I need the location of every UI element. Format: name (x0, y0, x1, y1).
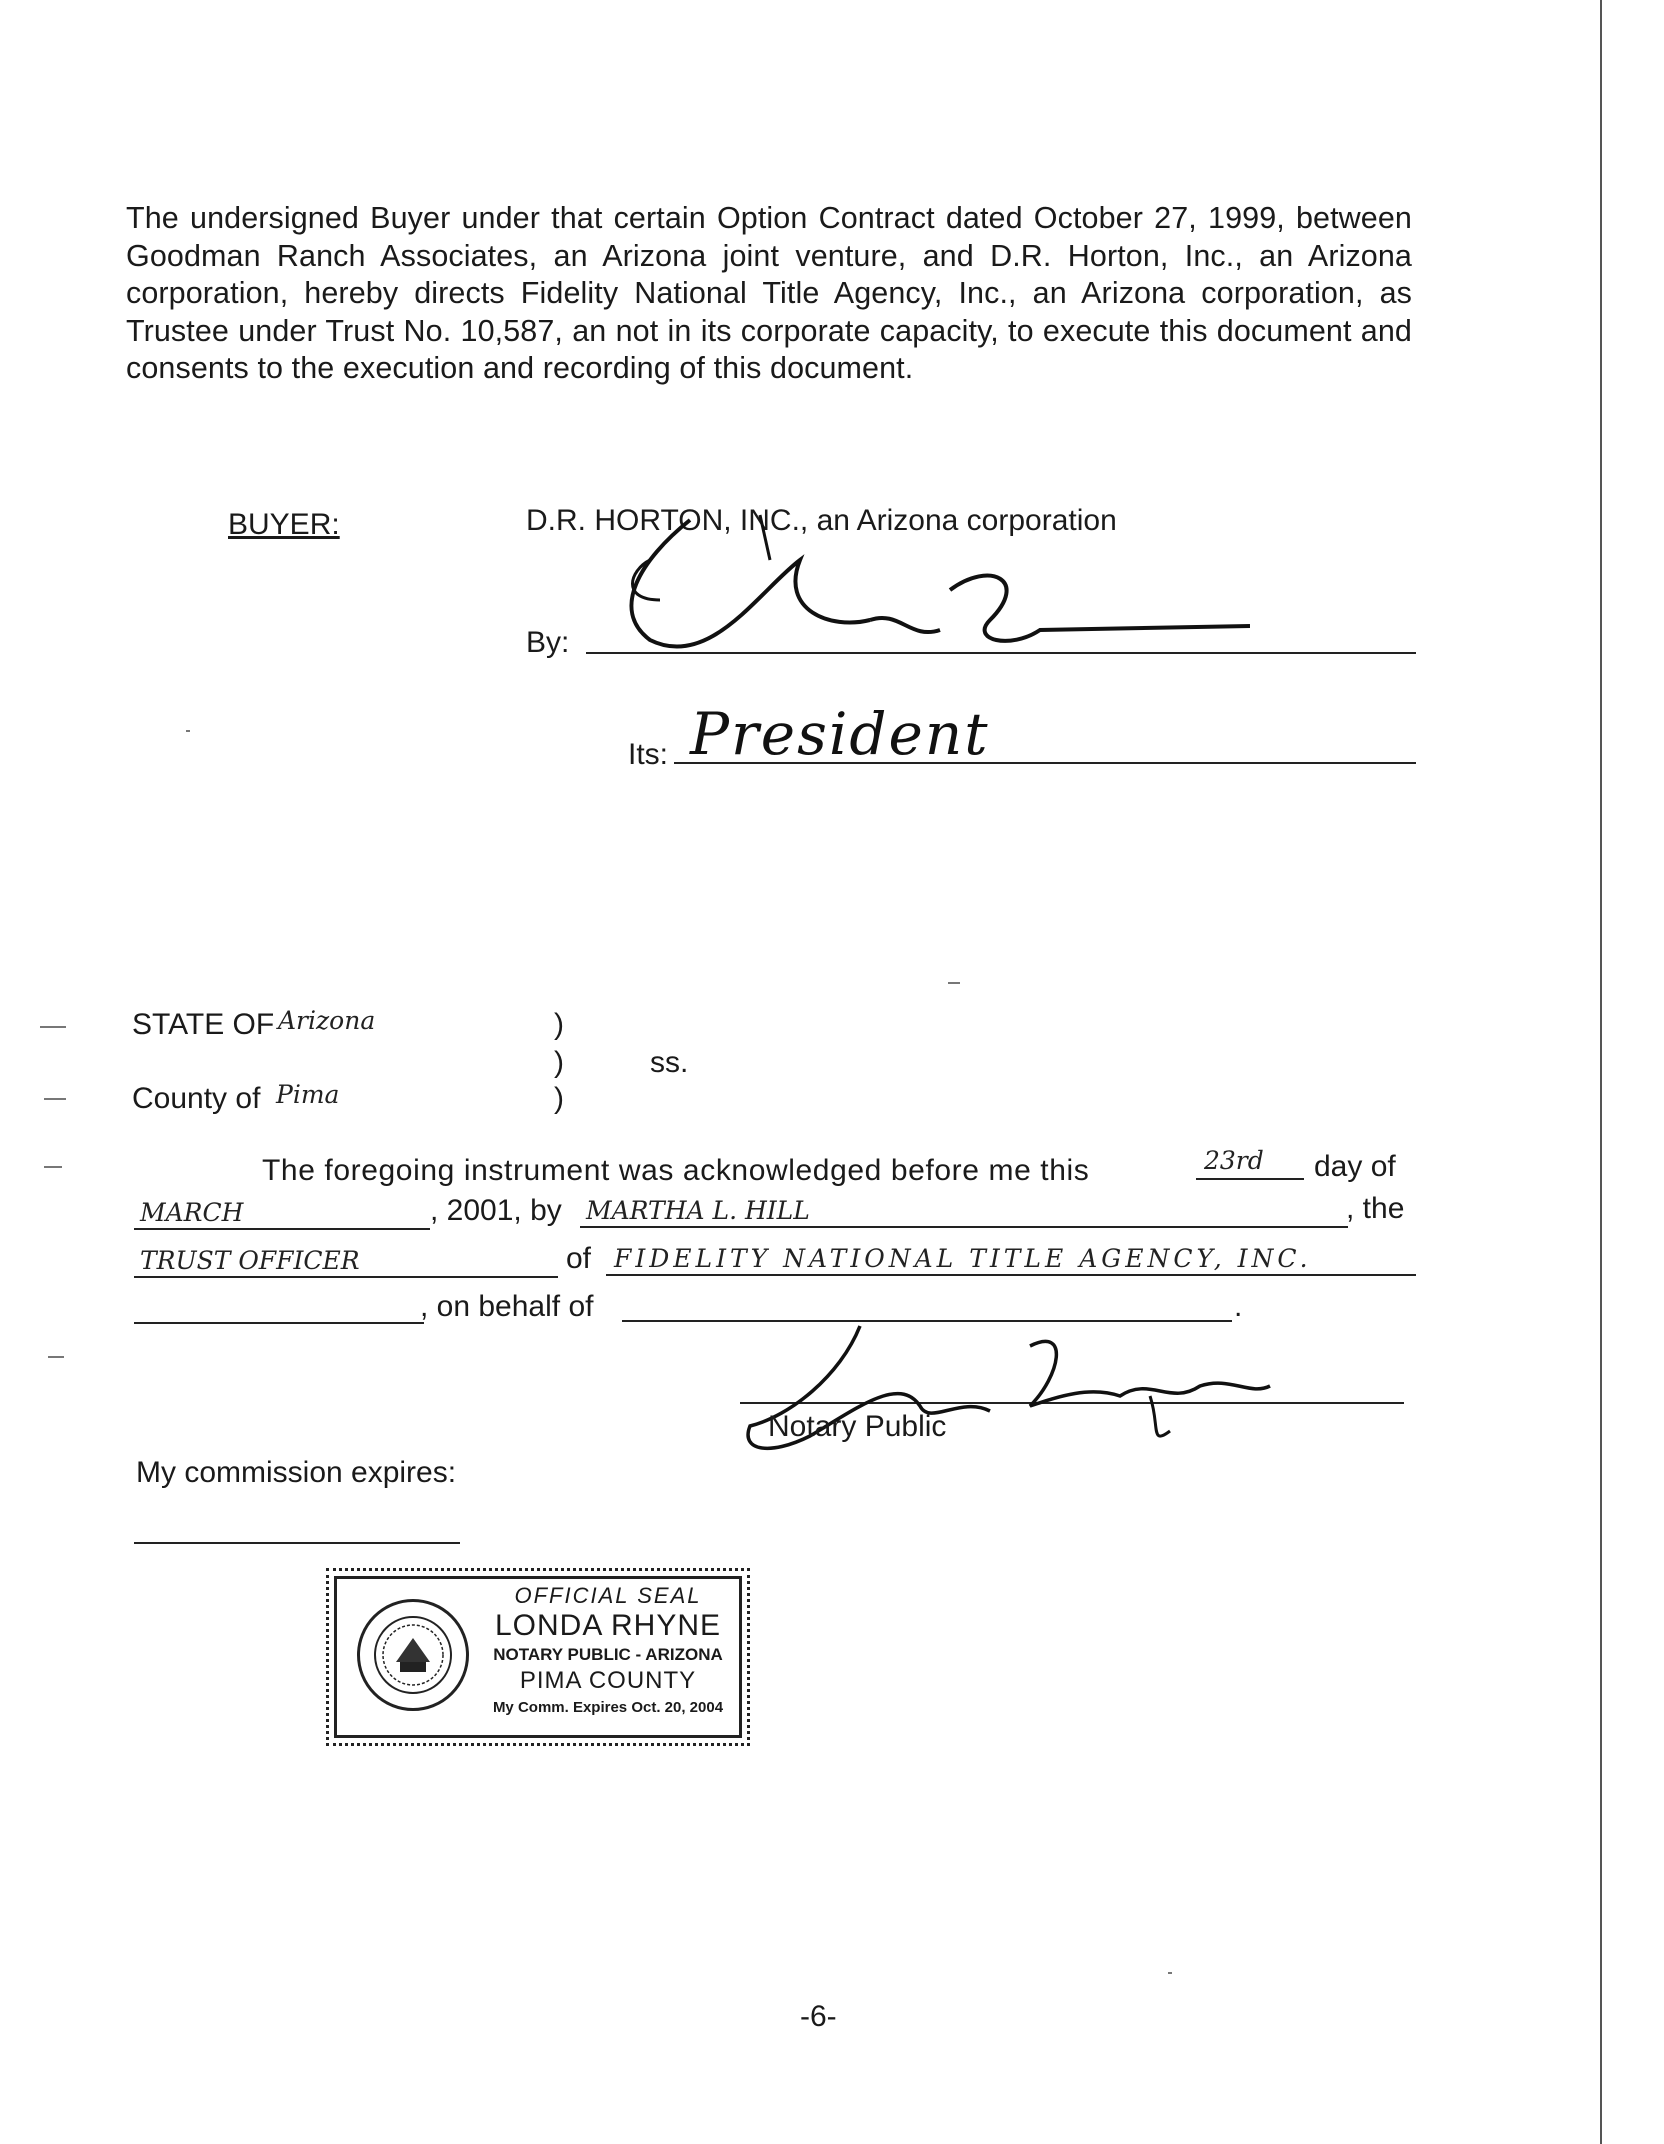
state-label: STATE OF (132, 1008, 275, 1041)
its-label: Its: (628, 738, 669, 771)
ack-behalf-text: , on behalf of (420, 1290, 594, 1323)
ack-of-value: FIDELITY NATIONAL TITLE AGENCY, INC. (614, 1244, 1312, 1273)
ack-of-text: of (566, 1242, 592, 1275)
ack-the-text: , the (1346, 1192, 1405, 1225)
ack-by-line (580, 1226, 1348, 1228)
venue-ss: ss. (650, 1046, 689, 1079)
ack-by-value: MARTHA L. HILL (586, 1196, 810, 1225)
seal-line-4: PIMA COUNTY (519, 1667, 697, 1694)
scan-speck (1168, 1972, 1172, 1974)
ack-month-line (134, 1228, 430, 1230)
ack-month-value: MARCH (140, 1198, 244, 1227)
page-number: -6- (800, 2000, 837, 2033)
notary-seal-stamp (334, 1576, 742, 1738)
state-seal-emblem (357, 1599, 469, 1711)
ack-title-value: TRUST OFFICER (140, 1246, 360, 1275)
scan-speck (186, 730, 190, 732)
its-value: President (690, 700, 990, 768)
buyer-label: BUYER: (228, 508, 340, 541)
ack-period: . (1234, 1290, 1243, 1323)
seal-line-3: NOTARY PUBLIC - ARIZONA (493, 1645, 723, 1664)
seal-line-2: LONDA RHYNE (494, 1609, 722, 1642)
county-value: Pima (276, 1080, 340, 1109)
ack-day-value: 23rd (1204, 1146, 1264, 1175)
scan-speck (948, 982, 960, 984)
ack-of-line (606, 1274, 1416, 1276)
ack-line1-start: The foregoing instrument was acknowledged before me this (262, 1154, 1090, 1187)
buyer-signature (570, 500, 1250, 670)
by-label: By: (526, 626, 570, 659)
scan-speck (44, 1166, 62, 1168)
buyer-company: D.R. HORTON, INC., an Arizona corporation (526, 504, 1117, 537)
ack-year-text: , 2001, by (430, 1194, 562, 1227)
scan-speck (48, 1356, 64, 1358)
scan-speck (40, 1026, 66, 1028)
ack-day-line (1196, 1178, 1304, 1180)
consent-paragraph: The undersigned Buyer under that certain Option Contract dated October 27, 1999, between Goodman Ranch Associates, an Arizona joint venture, and D.R. Horton, Inc., an Arizona corporation, hereby directs Fidelity National Title Agency, Inc., an Arizona corporation, as Trustee under Trust No. 10,587, an not in its corporate capacity, to execute this document and consents to the execution and recording of this document. (126, 201, 1412, 385)
notary-label: Notary Public (768, 1410, 947, 1443)
commission-label: My commission expires: (136, 1456, 457, 1489)
venue-paren-1: ) (554, 1008, 564, 1041)
ack-behalf-blank-line (134, 1322, 424, 1324)
venue-paren-2: ) (554, 1046, 564, 1079)
state-value: Arizona (278, 1006, 376, 1035)
commission-line (134, 1542, 460, 1544)
scan-edge-line (1600, 0, 1602, 2144)
seal-line-1: OFFICIAL SEAL (514, 1583, 702, 1608)
scan-speck (44, 1098, 66, 1100)
ack-title-line (134, 1276, 558, 1278)
seal-line-5: My Comm. Expires Oct. 20, 2004 (492, 1699, 724, 1716)
county-label: County of (132, 1082, 261, 1115)
ack-line1-end: day of (1314, 1150, 1396, 1183)
venue-paren-3: ) (554, 1082, 564, 1115)
